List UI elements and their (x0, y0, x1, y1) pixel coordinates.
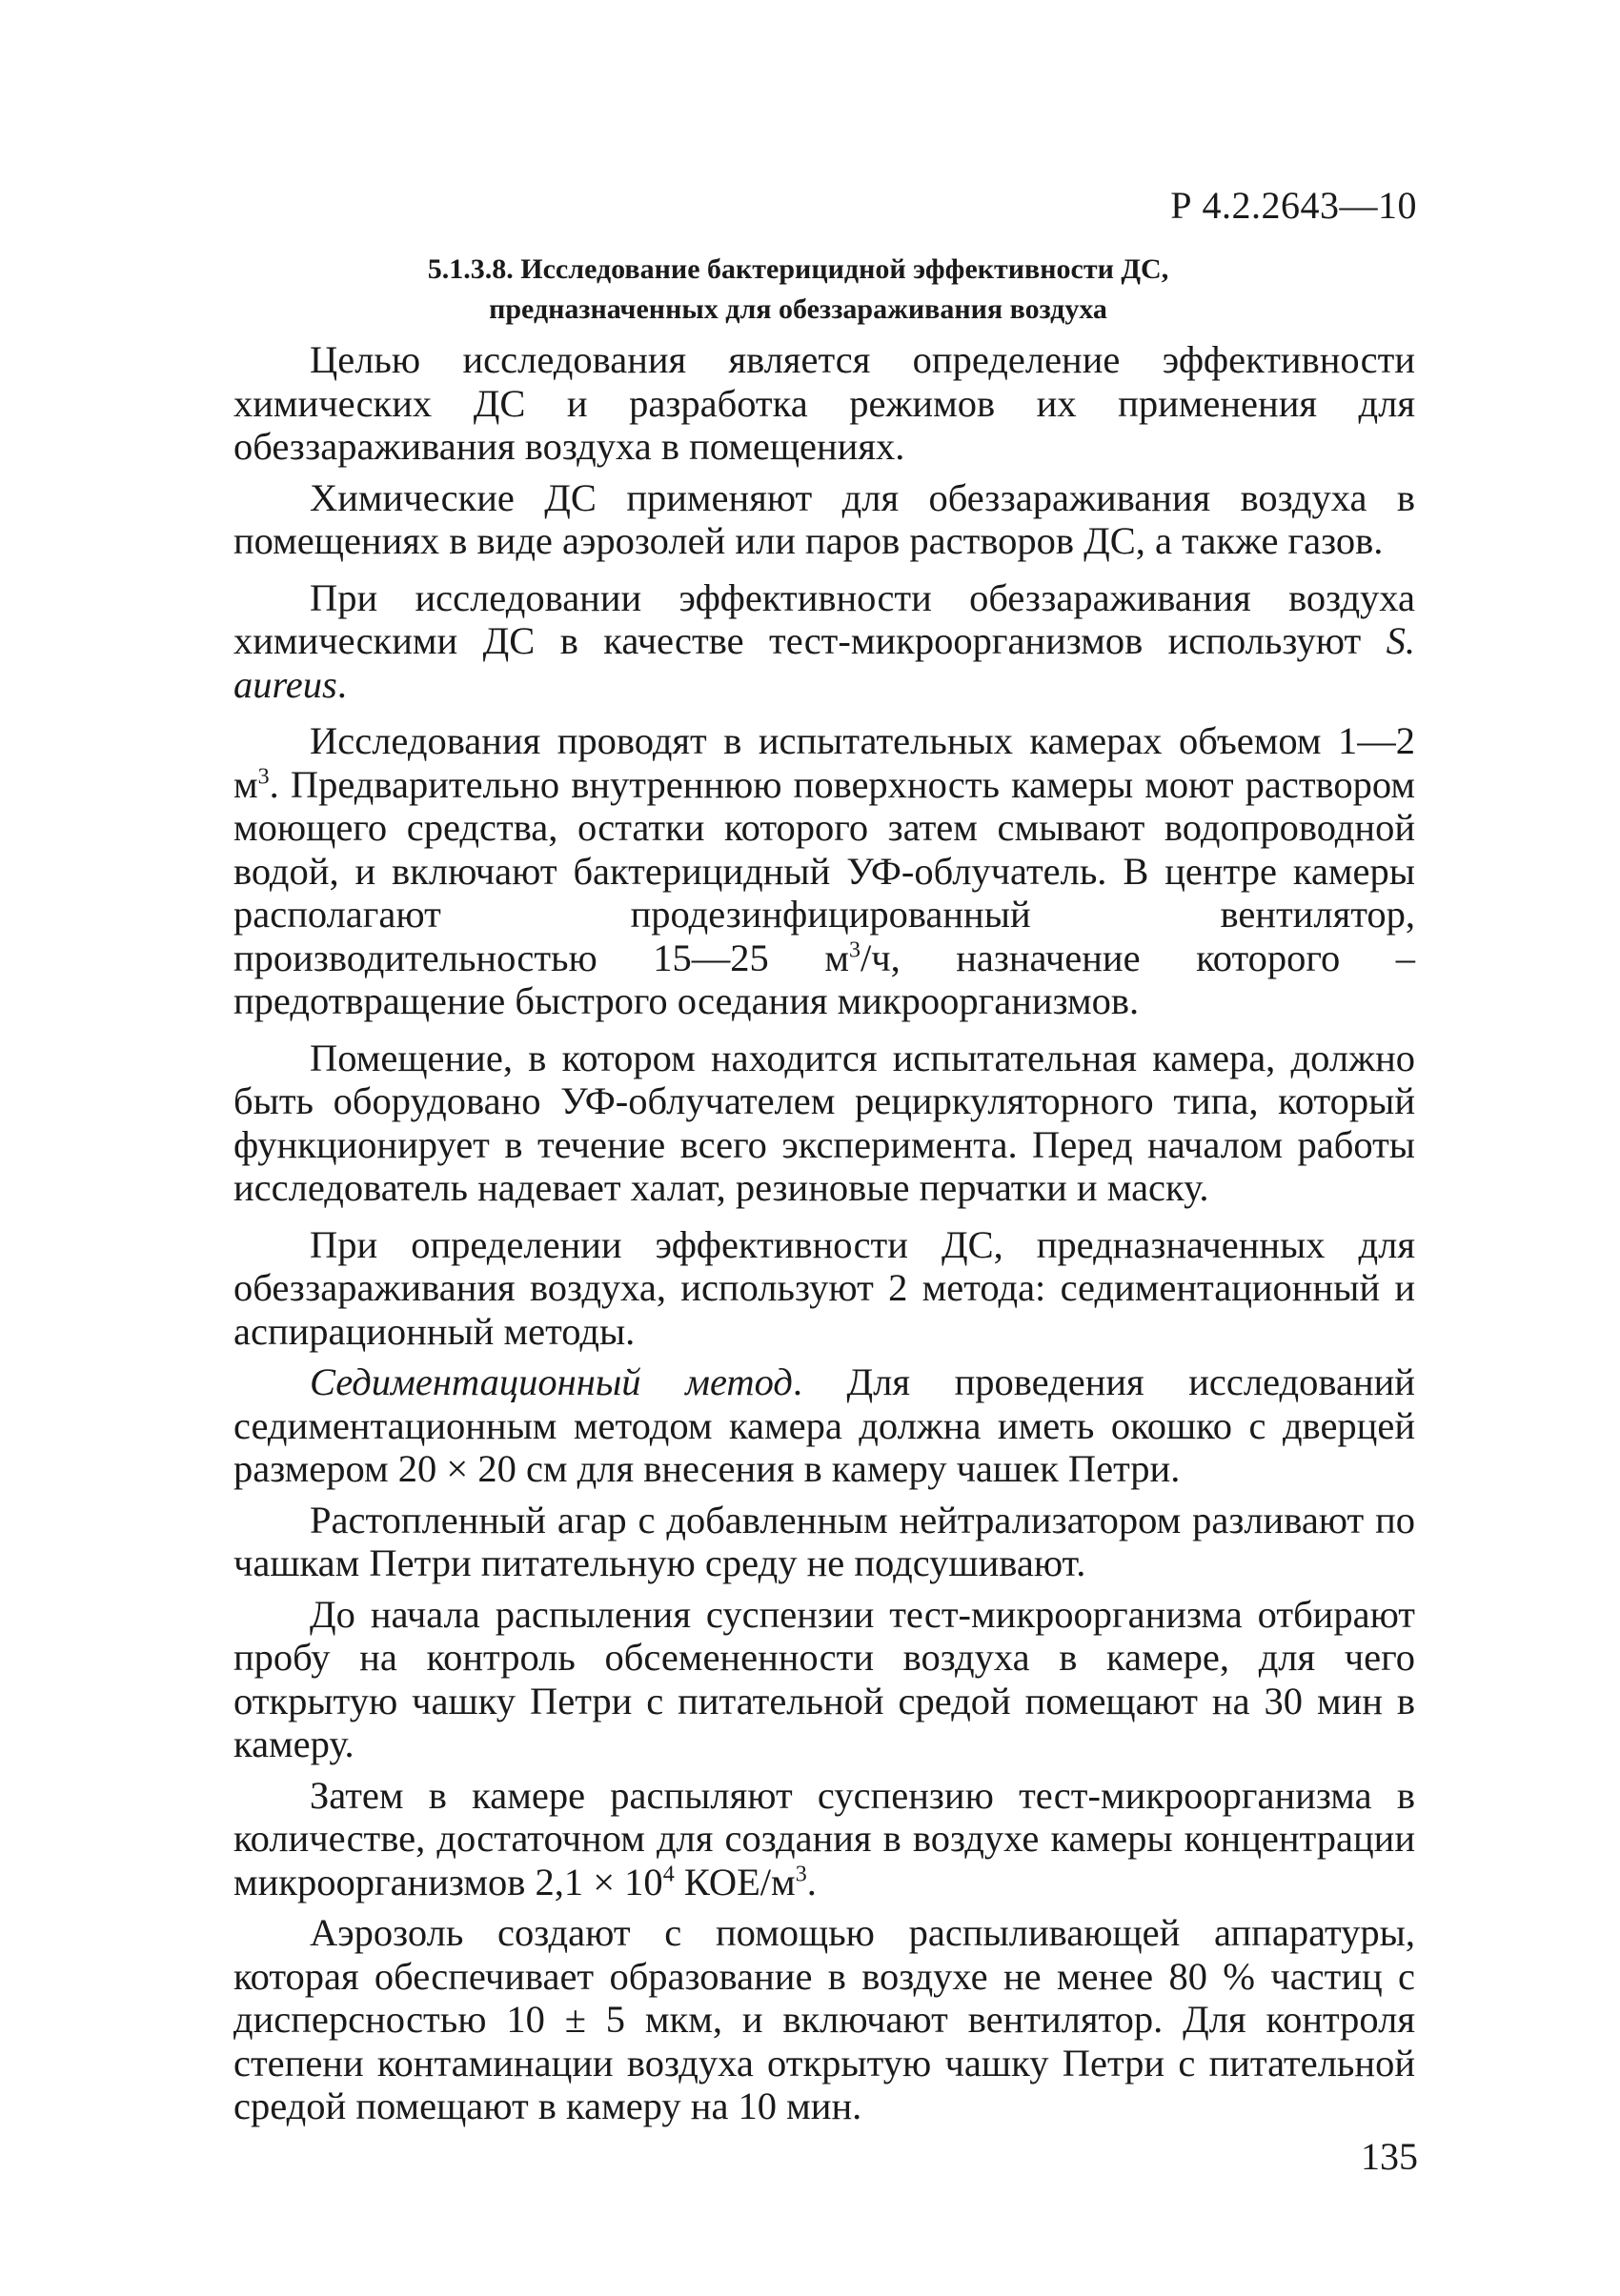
test-organism-end: . (336, 662, 347, 706)
paragraph-purpose: Целью исследования является определение эффективности химических ДС и разработка режимов их применения для обеззараживания воздуха в помещениях. (233, 338, 1415, 468)
chamber-volume-exponent: 3 (257, 764, 270, 789)
chamber-text-c: /ч, назначение которого – предотвращение быстрого оседания микроорганизмов. (233, 936, 1415, 1022)
paragraph-room-requirements: Помещение, в котором находится испытательная камера, должно быть оборудовано УФ-облучателем рециркуляторного типа, который функционирует в течение всего эксперимента. Перед началом работы исследователь надевает халат, резиновые перчатки и маску. (233, 1036, 1415, 1209)
paragraph-control-sample: До начала распыления суспензии тест-микроорганизма отбирают пробу на контроль обсемененности воздуха в камере, для чего открытую чашку Петри с питательной средой помещают на 30 мин в камеру. (233, 1592, 1415, 1765)
section-heading (319, 250, 1277, 330)
section-heading-line-2: предназначенных для обеззараживания воздуха (489, 293, 1107, 325)
spraying-text-a: Затем в камере распыляют суспензию тест-микроорганизма в количестве, достаточном для создания в воздухе камеры концентрации микроорганизмов 2,1 × 10 (233, 1773, 1415, 1903)
sedimentation-method-title: Седиментационный метод (310, 1360, 793, 1403)
chamber-text-a: Исследования проводят в испытательных камерах объемом 1—2 м (233, 719, 1415, 806)
paragraph-two-methods: При определении эффективности ДС, предназначенных для обеззараживания воздуха, используют 2 метода: седиментационный и аспирационный методы. (233, 1222, 1415, 1353)
concentration-exponent: 4 (662, 1862, 675, 1886)
paragraph-methods-of-use: Химические ДС применяют для обеззараживания воздуха в помещениях в виде аэрозолей или паров растворов ДС, а также газов. (233, 475, 1415, 562)
paragraph-chamber-setup (233, 719, 1415, 1023)
page-number: 135 (1361, 2135, 1418, 2178)
unit-exponent: 3 (795, 1862, 807, 1886)
spraying-text-b: КОЕ/м (674, 1860, 796, 1903)
sedimentation-method-text: . Для проведения исследований седиментационным методом камера должна иметь окошко с дверцей размером 20 × 20 см для внесения в камеру чашек Петри. (233, 1360, 1415, 1490)
body-text (233, 338, 1415, 2136)
paragraph-test-organism (233, 576, 1415, 707)
test-organism-name: S. aureus (233, 619, 1415, 706)
paragraph-sedimentation-method (233, 1360, 1415, 1491)
test-organism-text: При исследовании эффективности обеззараживания воздуха химическими ДС в качестве тест-микроорганизмов используют (233, 575, 1415, 662)
document-code: Р 4.2.2643—10 (1170, 184, 1417, 227)
paragraph-aerosol: Аэрозоль создают с помощью распыливающей аппаратуры, которая обеспечивает образование в воздухе не менее 80 % частиц с дисперсностью 10 ± 5 мкм, и включают вентилятор. Для контроля степени контаминации воздуха открытую чашку Петри с питательной средой помещают в камеру на 10 мин. (233, 1911, 1415, 2127)
spraying-text-c: . (806, 1860, 817, 1903)
paragraph-agar: Растопленный агар с добавленным нейтрализатором разливают по чашкам Петри питательную среду не подсушивают. (233, 1498, 1415, 1584)
chamber-text-b: . Предварительно внутреннюю поверхность камеры моют раствором моющего средства, остатки которого затем смывают водопроводной водой, и включают бактерицидный УФ-облучатель. В центре камеры располагают продезинфицированный вентилятор, производительностью 15—25 м (233, 762, 1415, 979)
section-heading-line-1: 5.1.3.8. Исследование бактерицидной эффективности ДС, (427, 253, 1169, 285)
fan-rate-exponent: 3 (848, 937, 861, 962)
paragraph-spraying (233, 1774, 1415, 1904)
